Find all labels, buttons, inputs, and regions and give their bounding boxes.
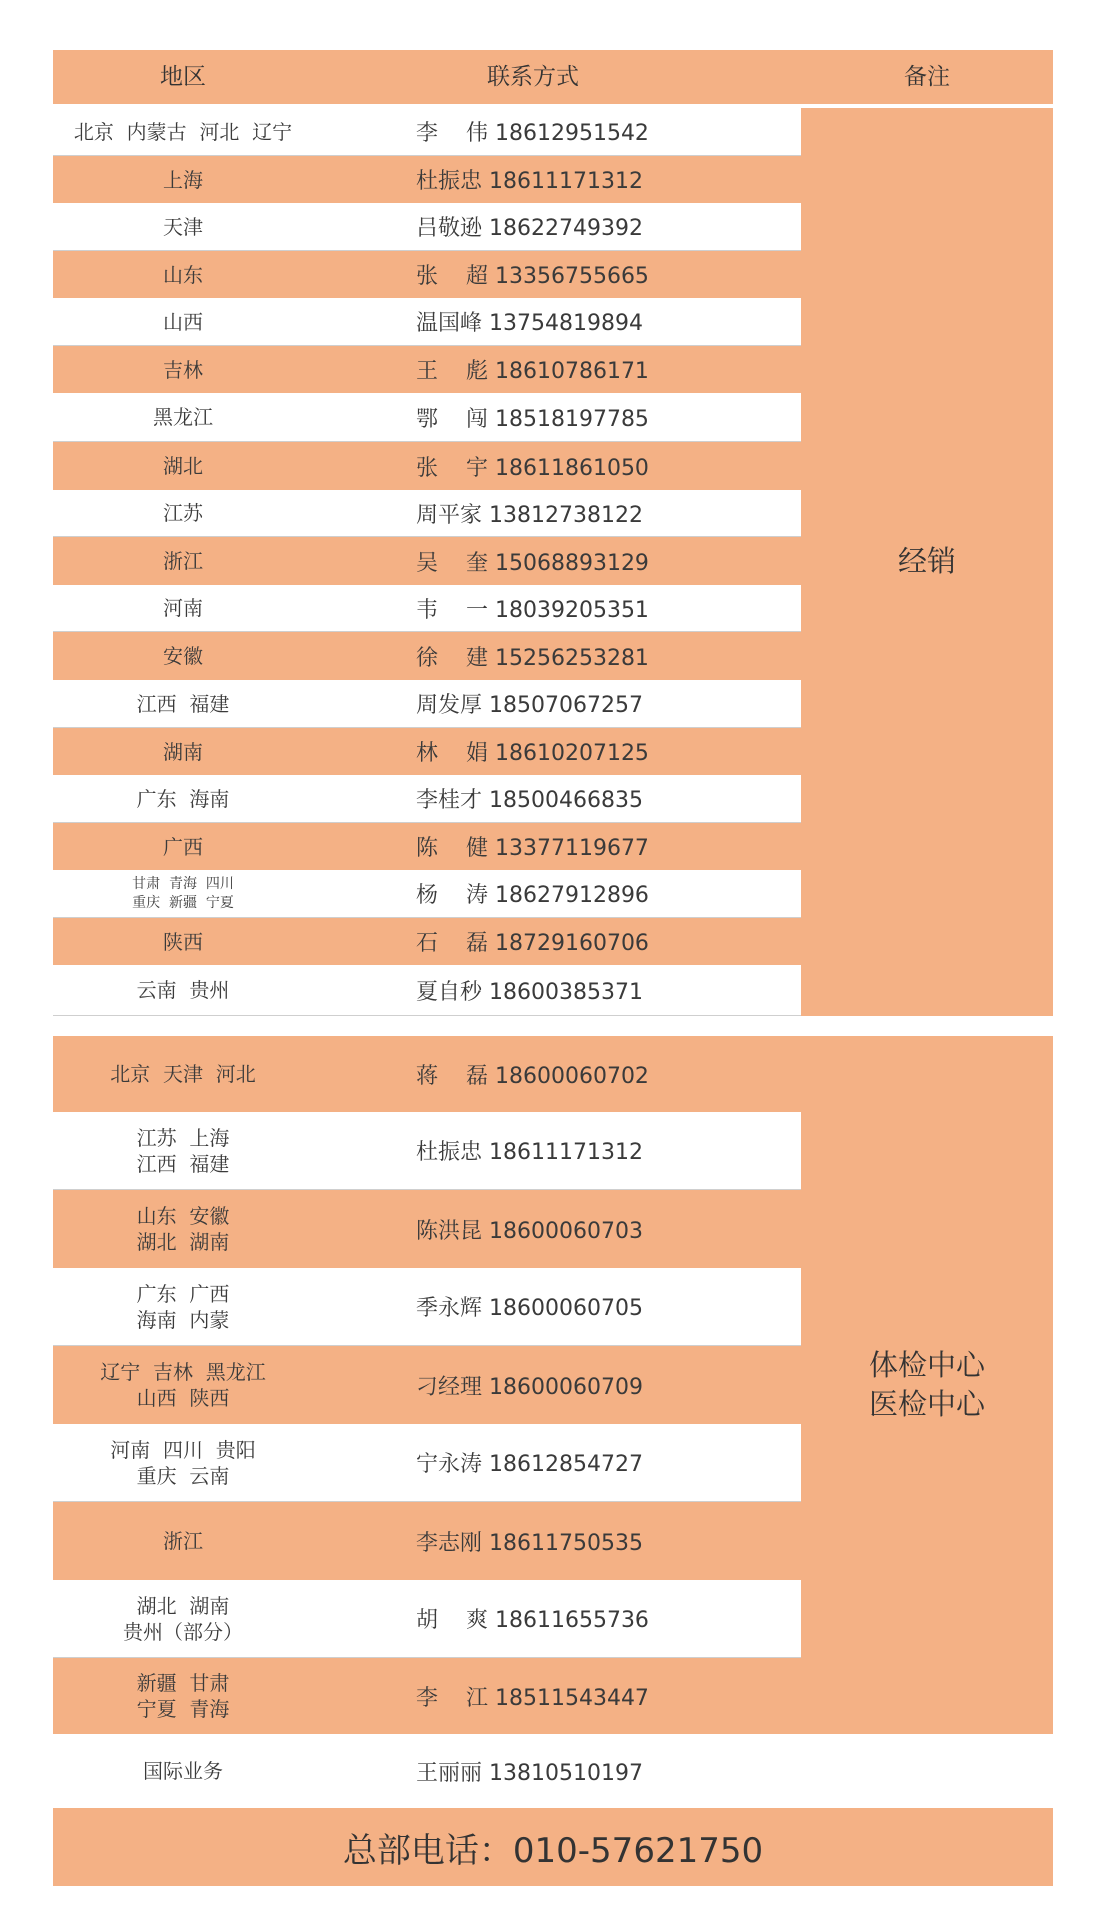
table-row <box>53 1424 801 1502</box>
region-line: 湖南 <box>163 739 203 764</box>
remark-medical-line1: 体检中心 <box>868 1347 985 1382</box>
table-row <box>53 632 801 680</box>
region-cell <box>53 585 313 631</box>
contact-cell[interactable]: 鄂 闯 18518197785 <box>416 406 649 432</box>
table-header <box>53 50 1053 104</box>
region-line: 河南 四川 贵阳 <box>110 1437 256 1462</box>
table-row <box>53 870 801 918</box>
region-cell <box>53 298 313 345</box>
region-line: 上海 <box>163 167 203 192</box>
region-cell <box>53 156 313 203</box>
region-cell <box>53 490 313 536</box>
contact-cell[interactable]: 陈 健 13377119677 <box>416 836 649 861</box>
contact-cell[interactable]: 李志刚 18611750535 <box>416 1530 643 1556</box>
contact-cell[interactable]: 周发厚 18507067257 <box>416 693 643 718</box>
contact-cell[interactable]: 蒋 磊 18600060702 <box>416 1063 649 1089</box>
table-row <box>53 680 801 728</box>
header-contact: 联系方式 <box>487 64 579 90</box>
region-line: 重庆 新疆 宁夏 <box>132 894 234 911</box>
table-row <box>53 203 801 251</box>
remark-distribution-label: 经销 <box>897 544 956 579</box>
region-line: 北京 天津 河北 <box>110 1062 256 1086</box>
region-line: 湖北 湖南 <box>136 1593 230 1618</box>
region-line: 安徽 <box>163 644 203 668</box>
region-cell <box>53 203 313 250</box>
contact-cell[interactable]: 周平家 13812738122 <box>416 502 643 528</box>
region-cell <box>53 823 313 870</box>
contact-cell[interactable]: 李桂才 18500466835 <box>416 788 643 813</box>
contact-cell[interactable]: 徐 建 15256253281 <box>416 645 649 671</box>
region-cell <box>53 251 313 298</box>
table-row <box>53 1036 801 1112</box>
region-line: 河南 <box>163 596 203 620</box>
contact-cell[interactable]: 胡 爽 18611655736 <box>416 1608 649 1633</box>
hq-phone-bar <box>53 1808 1053 1886</box>
region-line: 海南 内蒙 <box>136 1307 230 1332</box>
region-line: 山西 <box>163 309 203 334</box>
region-cell <box>53 1112 313 1189</box>
region-line: 天津 <box>163 214 203 239</box>
region-cell <box>53 728 313 775</box>
region-line: 江西 福建 <box>136 691 230 716</box>
region-line: 吉林 <box>163 357 203 382</box>
region-cell <box>53 632 313 680</box>
contact-cell[interactable]: 宁永涛 18612854727 <box>416 1452 643 1477</box>
table-row <box>53 1190 801 1268</box>
region-cell <box>53 1036 313 1112</box>
table-row <box>53 585 801 632</box>
contact-cell[interactable]: 李 伟 18612951542 <box>416 121 649 146</box>
header-region: 地区 <box>160 64 206 90</box>
header-remark: 备注 <box>904 64 950 90</box>
region-line: 广西 <box>163 834 203 859</box>
region-cell <box>53 775 313 822</box>
region-line: 山东 安徽 <box>136 1204 230 1228</box>
region-cell <box>53 442 313 490</box>
region-cell <box>53 346 313 393</box>
region-cell <box>53 108 313 155</box>
international-contact: 王丽丽 13810510197 <box>416 1760 643 1786</box>
region-line: 广东 广西 <box>136 1281 230 1306</box>
region-line: 宁夏 青海 <box>136 1697 230 1721</box>
region-cell <box>53 1190 313 1268</box>
region-cell <box>53 393 313 441</box>
table-row <box>53 1346 801 1424</box>
table-row <box>53 1658 801 1734</box>
table-row <box>53 537 801 585</box>
table-row <box>53 1268 801 1346</box>
table-row <box>53 728 801 775</box>
table-row <box>53 298 801 346</box>
table-row <box>53 823 801 870</box>
region-line: 江西 福建 <box>136 1151 230 1176</box>
contact-cell[interactable]: 张 超 13356755665 <box>416 264 649 289</box>
contact-cell[interactable]: 夏自秒 18600385371 <box>416 979 643 1005</box>
region-line: 浙江 <box>163 549 203 573</box>
region-line: 重庆 云南 <box>136 1463 230 1488</box>
region-line: 新疆 甘肃 <box>136 1671 230 1695</box>
region-line: 甘肃 青海 四川 <box>132 875 234 892</box>
region-line: 江苏 <box>163 501 203 525</box>
table-row <box>53 1502 801 1580</box>
region-line: 云南 贵州 <box>136 978 230 1002</box>
contact-cell[interactable]: 季永辉 18600060705 <box>416 1296 643 1321</box>
contact-cell[interactable]: 石 磊 18729160706 <box>416 931 649 956</box>
region-cell <box>53 537 313 585</box>
region-cell <box>53 965 313 1015</box>
table-row <box>53 1580 801 1658</box>
region-line: 辽宁 吉林 黑龙江 <box>100 1360 266 1384</box>
region-cell <box>53 1658 313 1734</box>
table-row <box>53 918 801 965</box>
contact-cell[interactable]: 温国峰 13754819894 <box>416 311 643 336</box>
region-line: 广东 海南 <box>136 786 230 811</box>
region-cell <box>53 1346 313 1424</box>
table-row <box>53 346 801 393</box>
contact-cell[interactable]: 杜振忠 18611171312 <box>416 169 643 194</box>
table-row <box>53 490 801 537</box>
region-line: 贵州（部分） <box>123 1619 243 1644</box>
table-row <box>53 442 801 490</box>
contact-cell[interactable]: 刁经理 18600060709 <box>416 1374 643 1400</box>
contact-cell[interactable]: 陈洪昆 18600060703 <box>416 1218 643 1244</box>
region-line: 湖北 <box>163 454 203 478</box>
region-line: 山东 <box>163 262 203 287</box>
region-line: 湖北 湖南 <box>136 1230 230 1254</box>
contact-cell[interactable]: 张 宇 18611861050 <box>416 455 649 481</box>
contact-cell[interactable]: 王 彪 18610786171 <box>416 359 649 384</box>
region-cell <box>53 870 313 917</box>
region-line: 陕西 <box>163 929 203 954</box>
contact-cell[interactable]: 吕敬逊 18622749392 <box>416 216 643 241</box>
region-cell <box>53 1580 313 1657</box>
contact-cell[interactable]: 杨 涛 18627912896 <box>416 883 649 908</box>
international-region: 国际业务 <box>143 1759 223 1783</box>
contact-cell[interactable]: 林 娟 18610207125 <box>416 741 649 766</box>
international-row <box>53 1734 1053 1808</box>
contact-cell[interactable]: 韦 一 18039205351 <box>416 597 649 623</box>
region-cell <box>53 918 313 965</box>
table-row <box>53 1112 801 1190</box>
region-cell <box>53 1424 313 1501</box>
region-line: 山西 陕西 <box>136 1386 230 1410</box>
hq-phone[interactable]: 总部电话：010-57621750 <box>342 1830 764 1871</box>
contact-cell[interactable]: 吴 奎 15068893129 <box>416 550 649 576</box>
table-row <box>53 108 801 156</box>
region-cell <box>53 680 313 727</box>
contact-cell[interactable]: 李 江 18511543447 <box>416 1685 649 1711</box>
remark-medical-line2: 医检中心 <box>868 1387 985 1421</box>
region-line: 江苏 上海 <box>136 1125 230 1150</box>
region-line: 北京 内蒙古 河北 辽宁 <box>73 119 293 144</box>
region-cell <box>53 1268 313 1345</box>
region-line: 浙江 <box>163 1529 203 1553</box>
table-row <box>53 393 801 442</box>
table-row <box>53 775 801 823</box>
remark-medical <box>801 1036 1053 1734</box>
contact-cell[interactable]: 杜振忠 18611171312 <box>416 1140 643 1165</box>
region-line: 黑龙江 <box>153 405 213 429</box>
remark-distribution <box>801 108 1053 1016</box>
table-row <box>53 251 801 298</box>
region-cell <box>53 1502 313 1580</box>
table-row <box>53 965 801 1016</box>
table-row <box>53 156 801 203</box>
